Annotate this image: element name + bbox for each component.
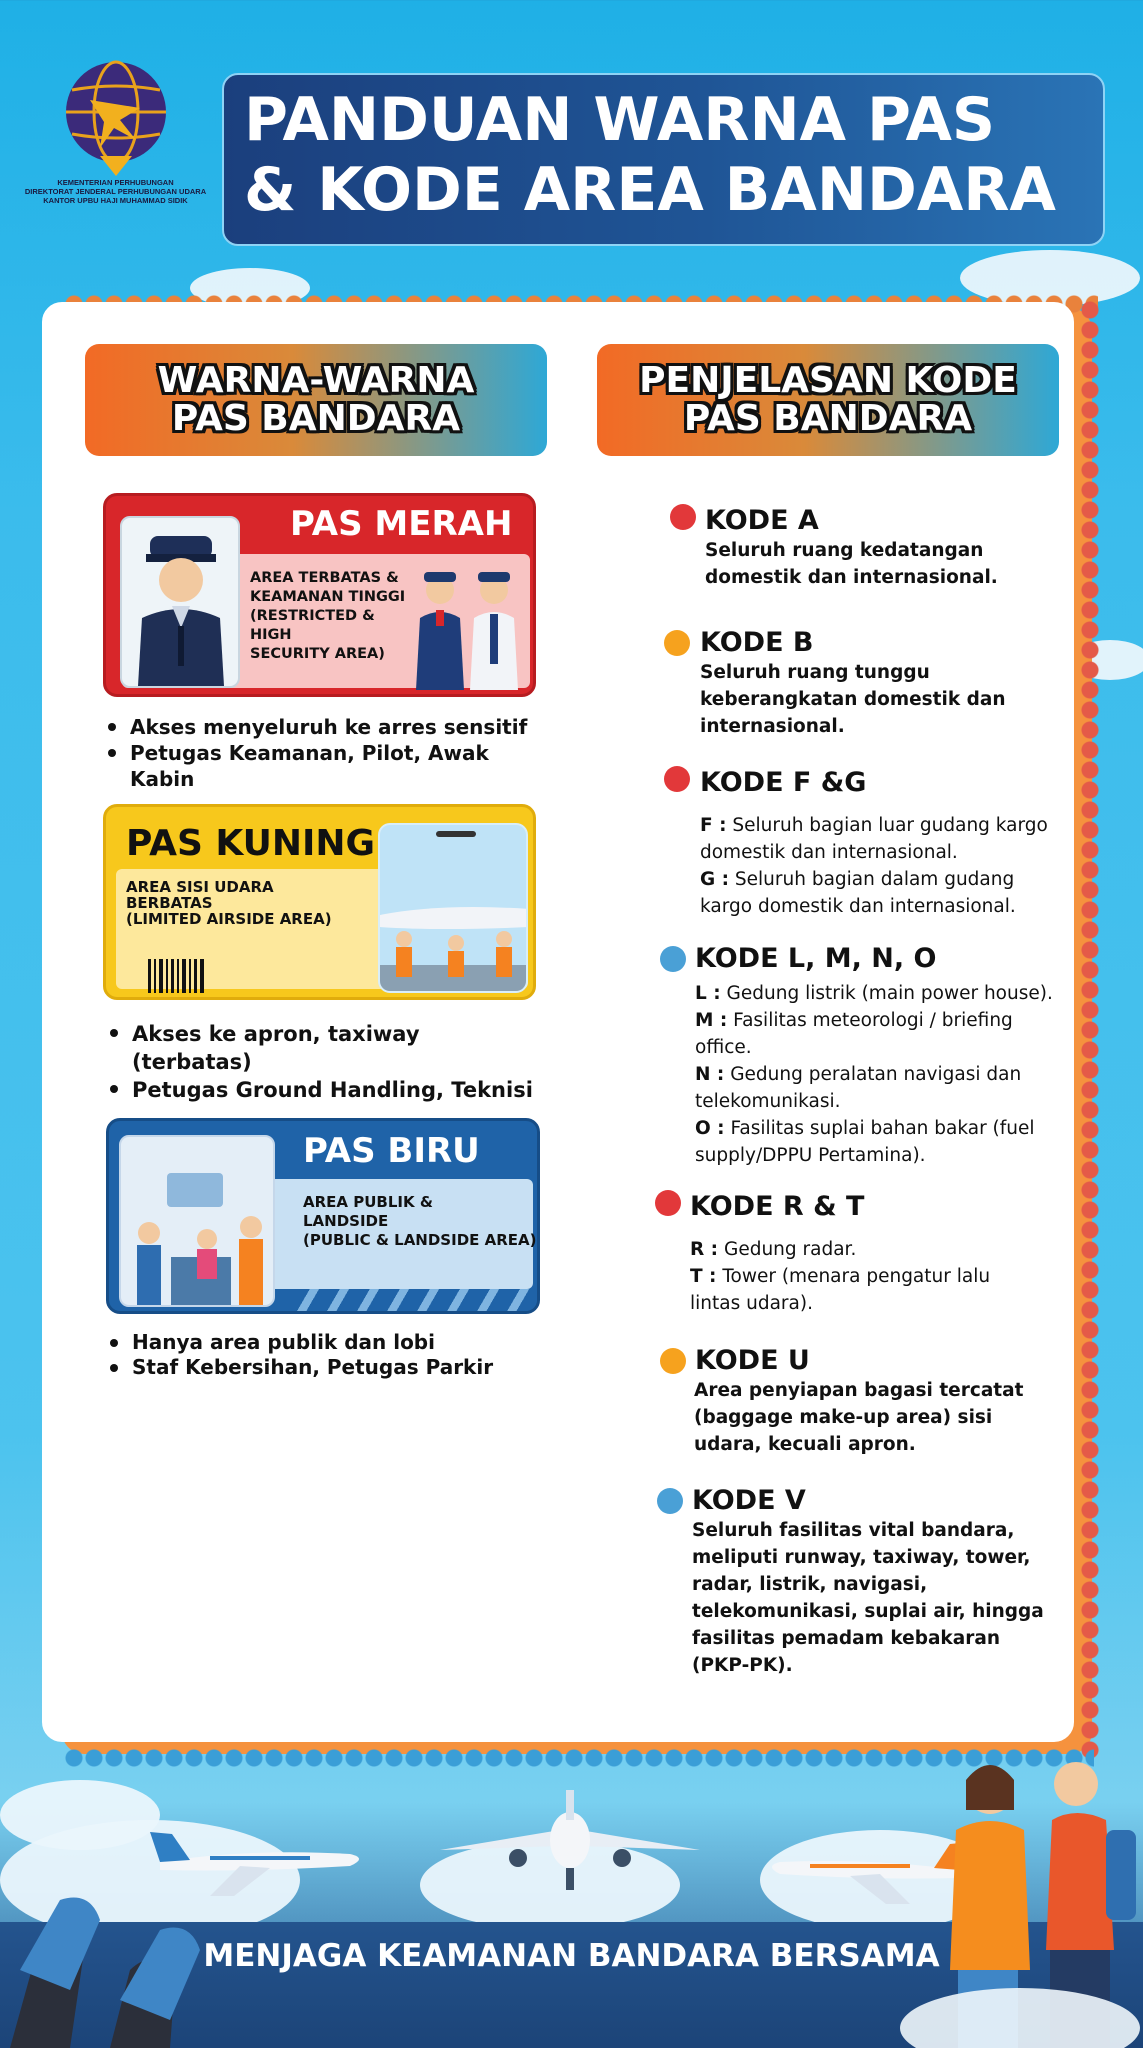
code-desc-line: Seluruh fasilitas vital bandara, [692,1520,1015,1541]
code-desc-line: (baggage make-up area) sisi [694,1407,993,1428]
blue-pass-card [106,1118,540,1314]
code-text: Gedung radar. [723,1239,857,1260]
code-dot-red [655,1190,681,1216]
pass-desc-line: (LIMITED AIRSIDE AREA) [126,910,332,928]
code-b-description [700,659,1060,740]
code-desc-line: radar, listrik, navigasi, [692,1574,928,1595]
bullet-item: Hanya area publik dan lobi [106,1330,546,1355]
code-desc-line: internasional. [700,716,845,737]
blue-pass-stripes [289,1289,540,1313]
blue-pass-bullets [106,1330,546,1380]
sneakers-icon [0,1880,210,2048]
code-desc-line: Seluruh ruang kedatangan [705,540,984,561]
code-dot-blue [660,946,686,972]
pass-desc-line: SECURITY AREA) [250,646,385,662]
pass-desc-line: LANDSIDE [303,1212,389,1230]
yellow-pass-card [103,804,536,1000]
code-desc-line [690,1236,1080,1263]
pass-desc-line: BERBATAS [126,894,213,912]
code-desc-line: Seluruh ruang tunggu [700,662,930,683]
code-title: KODE U [695,1345,810,1376]
code-title: KODE B [700,627,814,658]
code-desc-line: domestik dan internasional. [705,567,998,588]
ministry-logo [8,60,223,205]
code-desc-line: keberangkatan domestik dan [700,689,1006,710]
pass-description [126,879,356,927]
pass-description [303,1193,539,1250]
code-desc-line [695,1007,1085,1034]
code-desc-line: lintas udara). [690,1293,813,1314]
code-desc-line [700,812,1080,839]
bullet-item: Akses ke apron, taxiway (terbatas) [106,1020,546,1076]
yellow-pass-bullets [106,1020,546,1104]
title-line: & KODE AREA BANDARA [244,155,1056,225]
barcode-icon [148,959,204,993]
code-dot-orange [660,1348,686,1374]
code-dot-red [664,766,690,792]
code-text: Tower (menara pengatur lalu [722,1266,991,1287]
ministry-emblem-icon [60,60,172,178]
code-title: KODE V [692,1485,806,1516]
code-desc-line: domestik dan internasional. [700,842,958,863]
code-desc-line: kargo domestik dan internasional. [700,896,1016,917]
bullet-item: Petugas Keamanan, Pilot, Awak Kabin [104,740,544,792]
code-text: Gedung peralatan navigasi dan [730,1064,1022,1085]
heading-line: PENJELASAN KODE [639,360,1017,401]
yellow-pass-photo-frame [378,823,528,993]
card-slot [436,831,476,837]
code-desc-line: fasilitas pemadam kebakaran [692,1628,1000,1649]
code-text: Fasilitas meteorologi / briefing [733,1010,1013,1031]
travelers-icon [900,1750,1143,2048]
code-key: T : [690,1266,717,1287]
code-desc-line: office. [695,1037,752,1058]
code-desc-line [695,1115,1085,1142]
code-fg-description [700,812,1080,920]
pass-description [250,569,410,664]
code-key: M : [695,1010,728,1031]
code-desc-line [700,866,1080,893]
pass-title: PAS KUNING [126,823,376,864]
code-desc-line [695,980,1085,1007]
code-key: G : [700,869,730,890]
code-text: Gedung listrik (main power house). [726,983,1053,1004]
code-dot-orange [664,630,690,656]
bullet-item: Petugas Ground Handling, Teknisi [106,1076,546,1104]
code-desc-line: telekomunikasi, suplai air, hingga [692,1601,1044,1622]
code-text: Seluruh bagian luar gudang kargo [732,815,1048,836]
code-dot-red [670,504,696,530]
heading-line: PAS BANDARA [683,398,973,439]
code-desc-line: (PKP-PK). [692,1655,793,1676]
logo-line: KANTOR UPBU HAJI MUHAMMAD SIDIK [43,196,188,205]
title-line: PANDUAN WARNA PAS [244,85,996,155]
code-key: O : [695,1118,725,1139]
security-officer-icon [128,536,234,686]
code-key: F : [700,815,727,836]
pass-desc-line: AREA TERBATAS & [250,570,399,586]
code-lmno-description [695,980,1085,1169]
code-desc-line: telekomunikasi. [695,1091,841,1112]
code-dot-blue [657,1488,683,1514]
code-title: KODE A [705,505,819,536]
footer-slogan: MENJAGA KEAMANAN BANDARA BERSAMA [203,1938,940,1974]
heading-line: WARNA-WARNA [157,360,475,401]
airplane-front-icon [440,1790,700,1900]
code-title: KODE F &G [700,767,867,798]
blue-pass-photo-frame [119,1135,275,1307]
right-section-heading [597,344,1059,456]
code-desc-line: supply/DPPU Pertamina). [695,1145,926,1166]
code-key: R : [690,1239,719,1260]
code-desc-line: meliputi runway, taxiway, tower, [692,1547,1031,1568]
logo-line: KEMENTERIAN PERHUBUNGAN [57,178,174,187]
public-service-people-icon [121,1153,275,1307]
pass-desc-line: (RESTRICTED & HIGH [250,608,375,643]
code-text: Fasilitas suplai bahan bakar (fuel [730,1118,1035,1139]
code-desc-line: Area penyiapan bagasi tercatat [694,1380,1024,1401]
pilot-crew-icon [396,564,530,690]
page-title [222,73,1105,246]
red-pass-card [103,493,536,697]
left-section-heading [85,344,547,456]
code-rt-description [690,1236,1080,1317]
code-title: KODE R & T [690,1191,865,1222]
heading-line: PAS BANDARA [171,398,461,439]
code-desc-line [695,1061,1085,1088]
code-key: N : [695,1064,725,1085]
bullet-item: Staf Kebersihan, Petugas Parkir [106,1355,546,1380]
bullet-item: Akses menyeluruh ke arres sensitif [104,714,544,740]
code-text: Seluruh bagian dalam gudang [734,869,1015,890]
code-a-description [705,537,1065,591]
pass-title: PAS MERAH [290,504,513,544]
pass-desc-line: AREA SISI UDARA [126,878,274,896]
pass-desc-line: KEAMANAN TINGGI [250,589,406,605]
code-desc-line: udara, kecuali apron. [694,1434,916,1455]
ground-crew-plane-icon [380,865,528,993]
red-pass-bullets [104,714,544,792]
code-key: L : [695,983,721,1004]
pass-desc-line: AREA PUBLIK & [303,1193,433,1211]
code-title: KODE L, M, N, O [695,943,937,974]
code-desc-line [690,1263,1080,1290]
code-u-description [694,1377,1084,1458]
logo-line: DIREKTORAT JENDERAL PERHUBUNGAN UDARA [24,187,207,196]
pass-title: PAS BIRU [303,1131,480,1171]
code-v-description [692,1517,1082,1679]
pass-desc-line: (PUBLIC & LANDSIDE AREA) [303,1231,537,1249]
